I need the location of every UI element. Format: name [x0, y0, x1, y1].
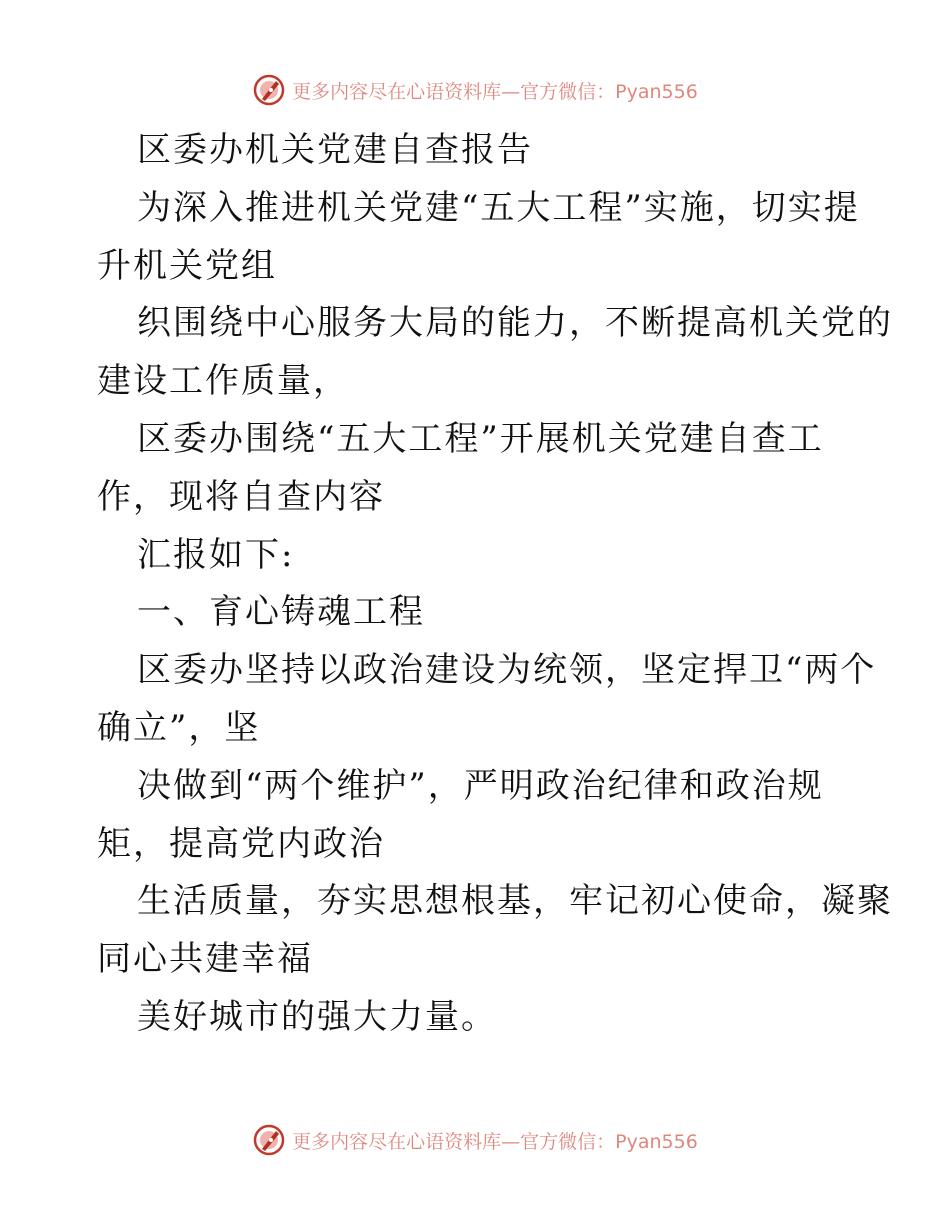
- text-line: 同心共建幸福: [97, 939, 313, 980]
- text-line: 为深入推进机关党建“五大工程”实施，切实提: [137, 187, 860, 228]
- footer-watermark: [0, 1120, 950, 1160]
- text-line: 区委办坚持以政治建设为统领，坚定捍卫“两个: [137, 650, 877, 691]
- watermark-text: 更多内容尽在心语资料库—官方微信：Pyan556: [292, 1130, 698, 1153]
- watermark-text: 更多内容尽在心语资料库—官方微信：Pyan556: [292, 80, 698, 103]
- text-line: 生活质量，夯实思想根基，牢记初心使命，凝聚: [137, 881, 893, 922]
- pen-nib-circle-icon: [252, 73, 286, 107]
- header-watermark: [0, 70, 950, 110]
- text-line: 升机关党组: [97, 245, 277, 286]
- pen-nib-circle-icon: [252, 1123, 286, 1157]
- text-line: 矩，提高党内政治: [97, 823, 385, 864]
- document-body: [97, 122, 893, 1047]
- text-line: 建设工作质量，: [97, 361, 349, 402]
- watermark-handle: Pyan556: [615, 80, 698, 103]
- text-line: 美好城市的强大力量。: [137, 996, 497, 1037]
- watermark-handle: Pyan556: [615, 1130, 698, 1153]
- text-line: 确立”，坚: [97, 707, 261, 748]
- text-line: 作，现将自查内容: [97, 476, 385, 517]
- text-line: 汇报如下:: [137, 534, 295, 575]
- text-line: 一、育心铸魂工程: [137, 592, 425, 633]
- text-line: 决做到“两个维护”，严明政治纪律和政治规: [137, 765, 824, 806]
- text-line: 区委办机关党建自查报告: [137, 130, 533, 170]
- text-line: 区委办围绕“五大工程”开展机关党建自查工: [137, 418, 824, 459]
- text-line: 织围绕中心服务大局的能力，不断提高机关党的: [137, 303, 893, 344]
